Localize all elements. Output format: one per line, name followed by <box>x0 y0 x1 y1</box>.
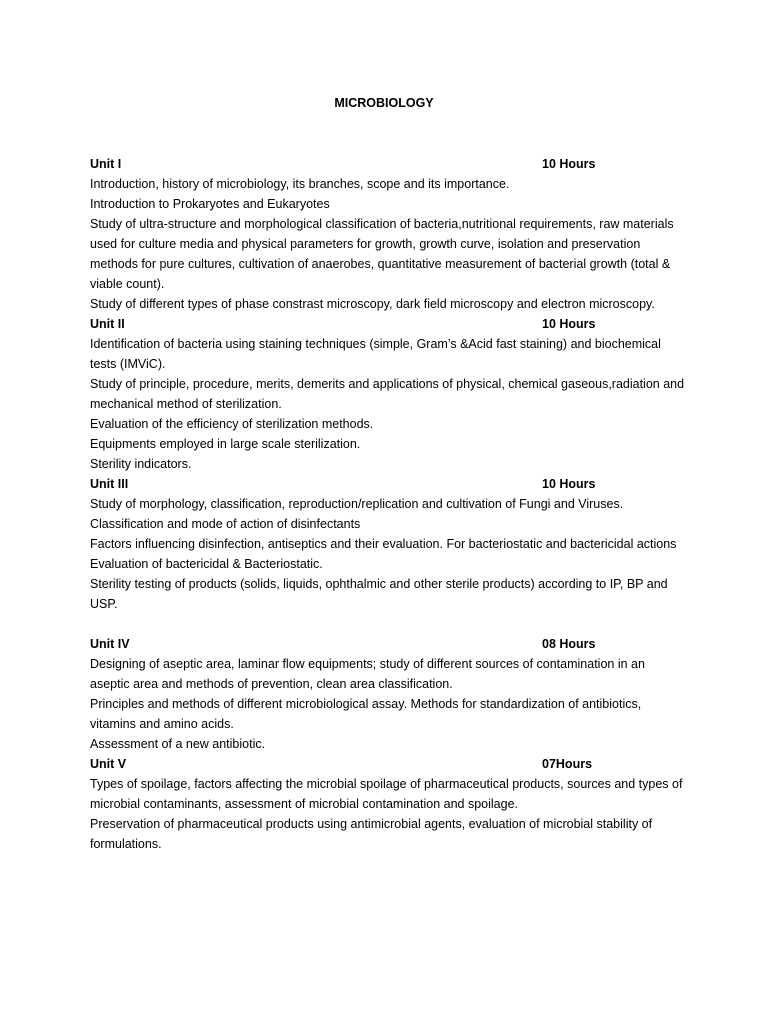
unit-paragraph: Sterility testing of products (solids, liquids, ophthalmic and other sterile products) according to IP, BP and USP. <box>90 577 668 611</box>
unit-section-3 <box>90 474 686 614</box>
unit-label: Unit V <box>90 757 127 771</box>
unit-section-4 <box>90 634 686 754</box>
unit-paragraph: Designing of aseptic area, laminar flow equipments; study of different sources of contamination in an aseptic area and methods of prevention, clean area classification. <box>90 657 645 691</box>
document-title: MICROBIOLOGY <box>334 96 434 110</box>
unit-paragraph: Introduction, history of microbiology, its branches, scope and its importance. <box>90 177 510 191</box>
unit-paragraph: Study of principle, procedure, merits, demerits and applications of physical, chemical gaseous,radiation and mechanical method of sterilization. <box>90 377 685 411</box>
unit-header <box>90 154 686 174</box>
unit-paragraph: Preservation of pharmaceutical products using antimicrobial agents, evaluation of microbial stability of formulations. <box>90 817 653 851</box>
unit-paragraph: Sterility indicators. <box>90 457 192 471</box>
unit-section-1 <box>90 154 686 314</box>
unit-paragraph: Identification of bacteria using staining techniques (simple, Gram’s &Acid fast staining) and biochemical tests (IMViC). <box>90 337 661 371</box>
unit-paragraph: Study of ultra-structure and morphological classification of bacteria,nutritional requirements, raw materials used for culture media and physical parameters for growth, growth curve, isolation and preservation methods for pure cultures, cultivation of anaerobes, quantitative measurement of bacterial growth (total & viable count). <box>90 217 674 291</box>
unit-hours: 10 Hours <box>542 477 596 491</box>
unit-hours: 10 Hours <box>542 157 596 171</box>
unit-header <box>90 314 686 334</box>
unit-section-2 <box>90 314 686 474</box>
unit-paragraph: Evaluation of the efficiency of sterilization methods. <box>90 417 374 431</box>
unit-section-5 <box>90 754 686 854</box>
unit-paragraph: Classification and mode of action of disinfectants <box>90 517 361 531</box>
unit-hours: 08 Hours <box>542 637 596 651</box>
unit-hours: 10 Hours <box>542 317 596 331</box>
unit-label: Unit I <box>90 157 122 171</box>
unit-label: Unit IV <box>90 637 130 651</box>
unit-hours: 07Hours <box>542 757 593 771</box>
unit-label: Unit III <box>90 477 129 491</box>
unit-paragraph: Study of morphology, classification, reproduction/replication and cultivation of Fungi and Viruses. <box>90 497 624 511</box>
unit-paragraph: Assessment of a new antibiotic. <box>90 737 266 751</box>
unit-header <box>90 474 686 494</box>
unit-paragraph: Factors influencing disinfection, antiseptics and their evaluation. For bacteriostatic and bactericidal actions Evaluation of bactericidal & Bacteriostatic. <box>90 537 677 571</box>
unit-paragraph: Types of spoilage, factors affecting the microbial spoilage of pharmaceutical products, sources and types of microbial contaminants, assessment of microbial contamination and spoilage. <box>90 777 683 811</box>
unit-label: Unit II <box>90 317 125 331</box>
unit-header <box>90 754 686 774</box>
blank-line <box>90 614 686 634</box>
unit-paragraph: Principles and methods of different microbiological assay. Methods for standardization of antibiotics, vitamins and amino acids. <box>90 697 642 731</box>
unit-paragraph: Introduction to Prokaryotes and Eukaryotes <box>90 197 330 211</box>
unit-paragraph: Study of different types of phase constrast microscopy, dark field microscopy and electron microscopy. <box>90 297 655 311</box>
unit-header <box>90 634 686 654</box>
syllabus-content <box>90 154 686 854</box>
unit-paragraph: Equipments employed in large scale sterilization. <box>90 437 361 451</box>
